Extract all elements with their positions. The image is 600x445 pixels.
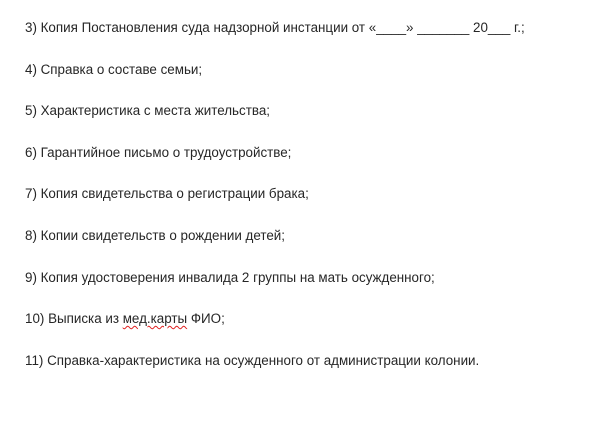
list-item: 8) Копии свидетельств о рождении детей; bbox=[25, 227, 285, 243]
list-item: 3) Копия Постановления суда надзорной инстанции от «____» _______ 20___ г.; bbox=[25, 20, 525, 35]
list-item-text: ФИО; bbox=[187, 311, 225, 327]
document-list bbox=[25, 19, 595, 393]
list-item-text: 10) Выписка из bbox=[25, 311, 123, 327]
list-item: 9) Копия удостоверения инвалида 2 группы на мать осужденного; bbox=[25, 269, 435, 285]
list-item: 5) Характеристика с места жительства; bbox=[25, 103, 270, 119]
list-item: 4) Справка о составе семьи; bbox=[25, 61, 203, 77]
spellcheck-flagged-word: мед.карты bbox=[122, 311, 188, 327]
list-item: 6) Гарантийное письмо о трудоустройстве; bbox=[25, 144, 292, 160]
list-item: 11) Справка-характеристика на осужденного от администрации колонии. bbox=[25, 352, 480, 368]
list-item bbox=[25, 310, 595, 327]
list-item: 7) Копия свидетельства о регистрации брака; bbox=[25, 186, 309, 202]
